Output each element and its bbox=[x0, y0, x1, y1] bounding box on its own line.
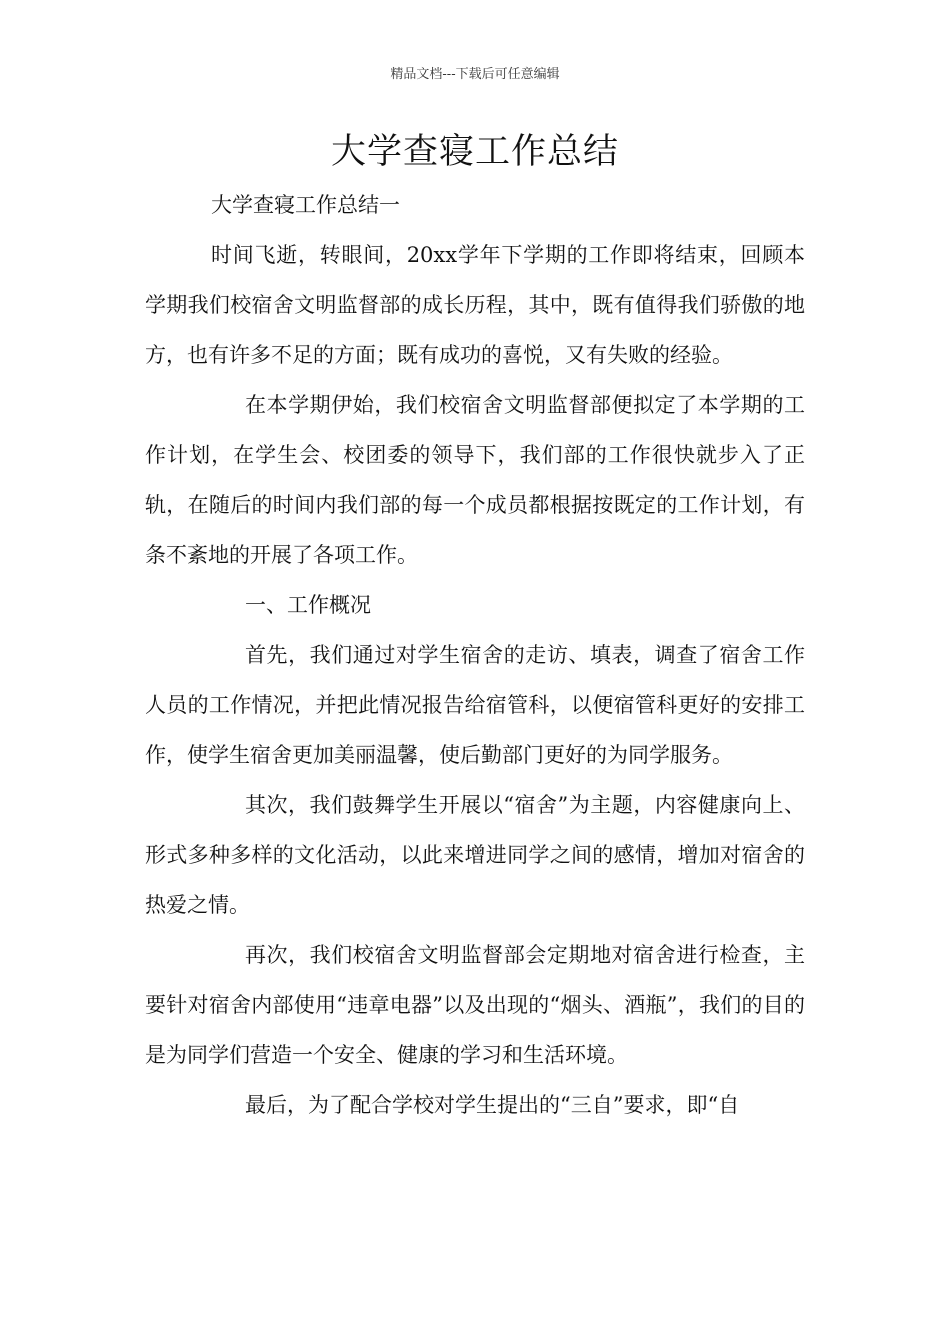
paragraph-second: 其次，我们鼓舞学生开展以“宿舍”为主题，内容健康向上、形式多种多样的文化活动，以此来增进同学之间的感情，增加对宿舍的热爱之情。 bbox=[145, 793, 805, 917]
paragraph-intro: 时间飞逝，转眼间，20xx学年下学期的工作即将结束，回顾本学期我们校宿舍文明监督部的成长历程，其中，既有值得我们骄傲的地方，也有许多不足的方面；既有成功的喜悦，又有失败的经验。 bbox=[145, 243, 805, 367]
document-body bbox=[145, 180, 805, 1130]
document-subtitle: 大学查寝工作总结一 bbox=[211, 193, 400, 217]
paragraph-first: 首先，我们通过对学生宿舍的走访、填表，调查了宿舍工作人员的工作情况，并把此情况报告给宿管科，以便宿管科更好的安排工作，使学生宿舍更加美丽温馨，使后勤部门更好的为同学服务。 bbox=[145, 643, 805, 767]
paragraph-third: 再次，我们校宿舍文明监督部会定期地对宿舍进行检查，主要针对宿舍内部使用“违章电器”以及出现的“烟头、酒瓶”，我们的目的是为同学们营造一个安全、健康的学习和生活环境。 bbox=[145, 943, 805, 1067]
paragraph-last: 最后，为了配合学校对学生提出的“三自”要求，即“自 bbox=[245, 1093, 740, 1117]
paragraph-plan: 在本学期伊始，我们校宿舍文明监督部便拟定了本学期的工作计划，在学生会、校团委的领导下，我们部的工作很快就步入了正轨，在随后的时间内我们部的每一个成员都根据按既定的工作计划，有条不紊地的开展了各项工作。 bbox=[145, 393, 805, 567]
page-header: 精品文档---下载后可任意编辑 bbox=[390, 67, 560, 82]
document-title: 大学查寝工作总结 bbox=[330, 132, 619, 172]
section-heading: 一、工作概况 bbox=[245, 593, 371, 617]
